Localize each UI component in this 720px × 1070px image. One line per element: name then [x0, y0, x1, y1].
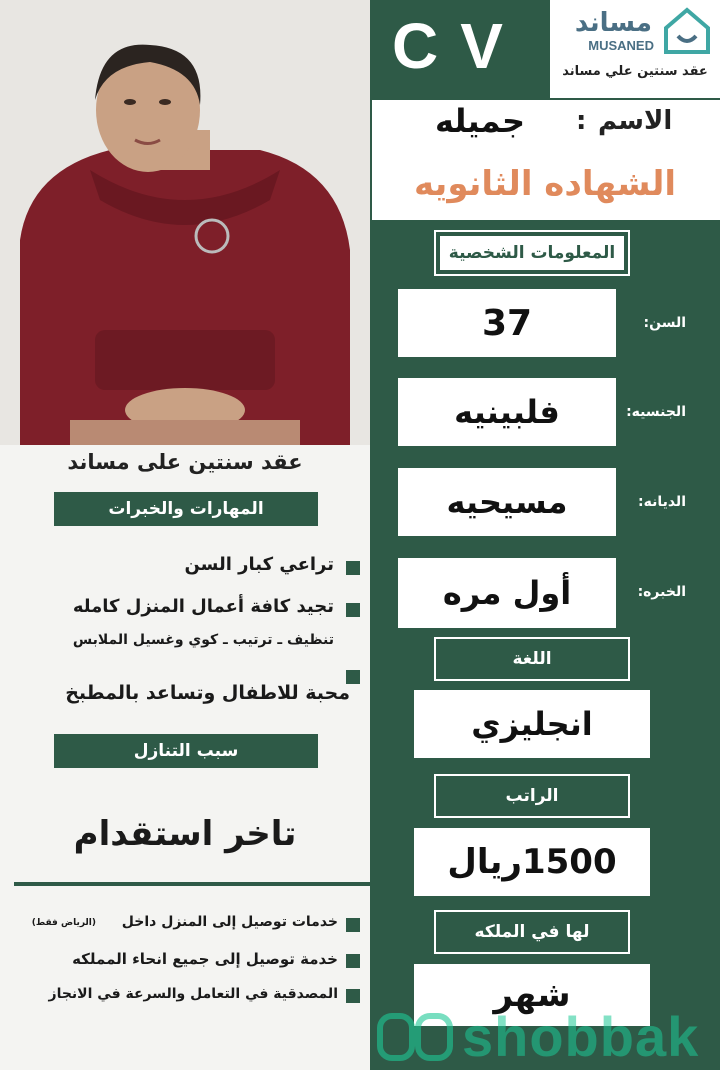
religion-value: مسيحيه: [398, 468, 616, 536]
name-colon: :: [576, 106, 587, 136]
salary-heading: الراتب: [434, 774, 630, 818]
house-logo-icon: [662, 6, 712, 54]
in-kingdom-value: شهر: [414, 964, 650, 1026]
logo-english-text: MUSANED: [588, 38, 654, 53]
person-photo-icon: [0, 0, 370, 445]
language-value: انجليزي: [414, 690, 650, 758]
logo-arabic-text: مساند: [574, 8, 652, 38]
service-item: المصدقية في التعامل والسرعة في الانجاز: [48, 986, 338, 1002]
bullet-icon: [346, 989, 360, 1003]
skill-item: محبة للاطفال وتساعد بالمطبخ: [65, 682, 350, 704]
skill-item: تجيد كافة أعمال المنزل كامله: [72, 596, 334, 617]
experience-label: الخبره:: [637, 584, 686, 600]
language-heading: اللغة: [434, 637, 630, 681]
salary-value: 1500ريال: [414, 828, 650, 896]
personal-info-heading: المعلومات الشخصية: [434, 230, 630, 276]
watermark-text: shobbak: [462, 1005, 700, 1068]
divider: [14, 882, 370, 886]
musaned-logo: [550, 0, 720, 98]
skills-heading: المهارات والخبرات: [54, 492, 318, 526]
bullet-icon: [346, 603, 360, 617]
service-item: خدمة توصيل إلى جميع انحاء المملكه: [72, 950, 338, 968]
bullet-icon: [346, 561, 360, 575]
logo-tagline: عقد سنتين علي مساند: [562, 64, 708, 79]
nationality-label: الجنسيه:: [626, 404, 686, 420]
age-label: السن:: [643, 315, 686, 331]
name-value: جميله: [434, 102, 526, 140]
age-value: 37: [398, 289, 616, 357]
skill-subtext: تنظيف ـ ترتيب ـ كوي وغسيل الملابس: [72, 632, 334, 648]
cv-title: CV: [392, 10, 525, 82]
experience-value: أول مره: [398, 558, 616, 628]
nationality-value: فلبينيه: [398, 378, 616, 446]
profile-photo: [0, 0, 370, 445]
shobbak-logo-icon: [376, 1012, 456, 1066]
degree: الشهاده الثانويه: [413, 164, 677, 204]
bullet-icon: [346, 918, 360, 932]
bullet-icon: [346, 954, 360, 968]
service-item: خدمات توصيل إلى المنزل داخل: [121, 914, 338, 930]
contract-title: عقد سنتين على مساند: [67, 450, 303, 474]
reason-heading: سبب التنازل: [54, 734, 318, 768]
service-note: (الرياض فقط): [31, 918, 96, 928]
in-kingdom-heading: لها في الملكه: [434, 910, 630, 954]
name-label: الاسم: [598, 106, 673, 136]
skill-item: تراعي كبار السن: [184, 554, 334, 575]
religion-label: الديانه:: [637, 494, 686, 510]
reason-value: تاخر استقدام: [73, 814, 297, 854]
